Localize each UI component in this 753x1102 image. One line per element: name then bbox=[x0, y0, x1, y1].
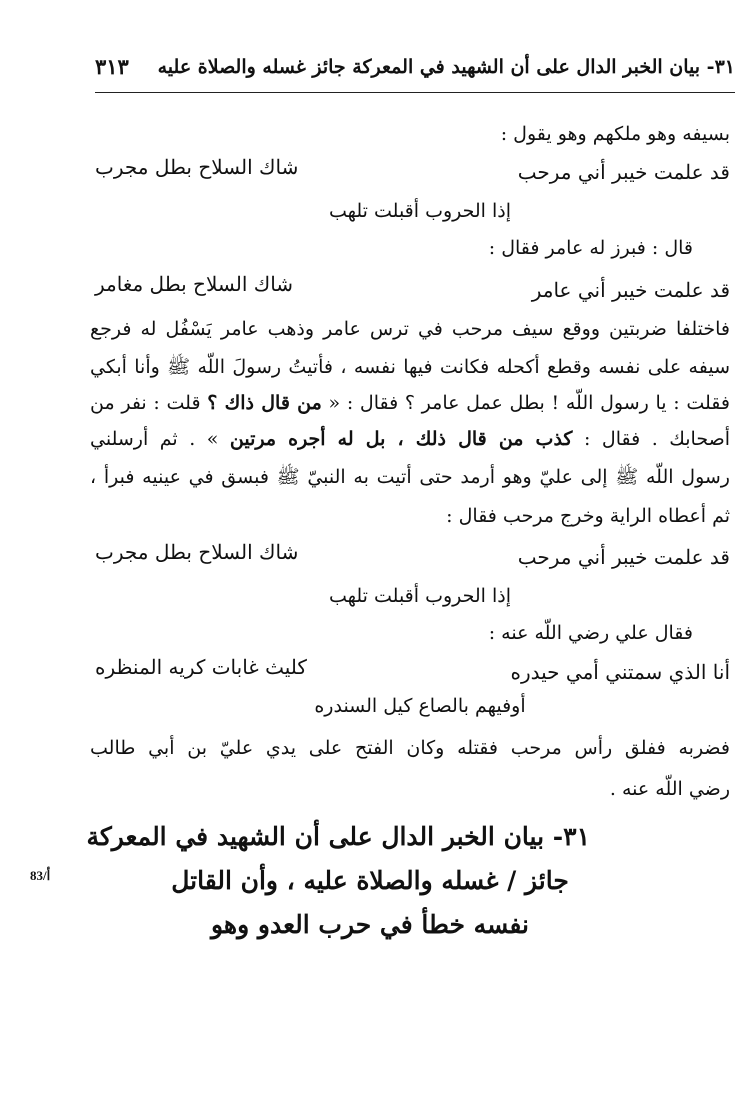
paragraph-line: سيفه على نفسه وقطع أكحله فكانت فيها نفسه ، فأتيتُ رسولَ اللّه ﷺ وأنا أبكي bbox=[90, 356, 730, 378]
section-heading-line: جائز / غسله والصلاة عليه ، وأن القاتل bbox=[171, 866, 569, 895]
text-segment: قلت : نفر من bbox=[90, 392, 208, 414]
text-line: قال : فبرز له عامر فقال : bbox=[488, 237, 693, 259]
paragraph-line: فضربه ففلق رأس مرحب فقتله وكان الفتح على يدي عليّ بن أبي طالب bbox=[90, 737, 730, 759]
text-segment: فقلت : يا رسول اللّه ! بطل عمل عامر ؟ فقال : « bbox=[321, 392, 730, 414]
verse-hemistich-left: شاك السلاح بطل مجرب bbox=[95, 540, 299, 564]
verse-hemistich-left: شاك السلاح بطل مجرب bbox=[95, 155, 299, 179]
verse-hemistich-right: قد علمت خيبر أني عامر bbox=[531, 278, 730, 302]
quoted-speech-bold: من قال ذاك ؟ bbox=[207, 392, 322, 414]
text-segment: أصحابك . فقال : bbox=[572, 428, 731, 450]
text-line: فقال علي رضي اللّه عنه : bbox=[488, 622, 693, 644]
section-heading-line: ٣١- بيان الخبر الدال على أن الشهيد في المعركة bbox=[86, 822, 590, 851]
verse-hemistich-right: أنا الذي سمتني أمي حيدره bbox=[510, 660, 730, 684]
verse-hemistich-right: قد علمت خيبر أني مرحب bbox=[517, 160, 730, 184]
paragraph-line: رسول اللّه ﷺ إلى عليّ وهو أرمد حتى أتيت به النبيّ ﷺ فبسق في عينيه فبرأ ، bbox=[90, 466, 730, 488]
manuscript-folio-note: 83/أ bbox=[30, 868, 51, 883]
section-heading-line: نفسه خطأ في حرب العدو وهو bbox=[211, 910, 529, 939]
header-title: ٣١- بيان الخبر الدال على أن الشهيد في المعركة جائز غسله والصلاة عليه bbox=[157, 56, 735, 78]
verse-hemistich-left: شاك السلاح بطل مغامر bbox=[95, 272, 294, 296]
paragraph-line: فاختلفا ضربتين ووقع سيف مرحب في ترس عامر وذهب عامر يَسْفُل له فرجع bbox=[90, 318, 730, 340]
text-line: بسيفه وهو ملكهم وهو يقول : bbox=[500, 123, 730, 145]
verse-line-center: إذا الحروب أقبلت تلهب bbox=[328, 585, 512, 607]
text-line: ثم أعطاه الراية وخرج مرحب فقال : bbox=[446, 505, 730, 527]
verse-hemistich-left: كليث غابات كريه المنظره bbox=[95, 655, 307, 679]
running-header bbox=[95, 52, 735, 93]
verse-line-center: أوفيهم بالصاع كيل السندره bbox=[314, 695, 526, 717]
text-line: رضي اللّه عنه . bbox=[609, 778, 730, 800]
verse-hemistich-right: قد علمت خيبر أني مرحب bbox=[517, 545, 730, 569]
paragraph-line bbox=[90, 392, 730, 414]
paragraph-line bbox=[90, 428, 730, 450]
quoted-speech-bold: كذب من قال ذلك ، بل له أجره مرتين bbox=[229, 428, 573, 450]
page-number: ٣١٣ bbox=[95, 54, 129, 79]
verse-line-center: إذا الحروب أقبلت تلهب bbox=[328, 200, 512, 222]
text-segment: » . ثم أرسلني bbox=[90, 428, 230, 450]
